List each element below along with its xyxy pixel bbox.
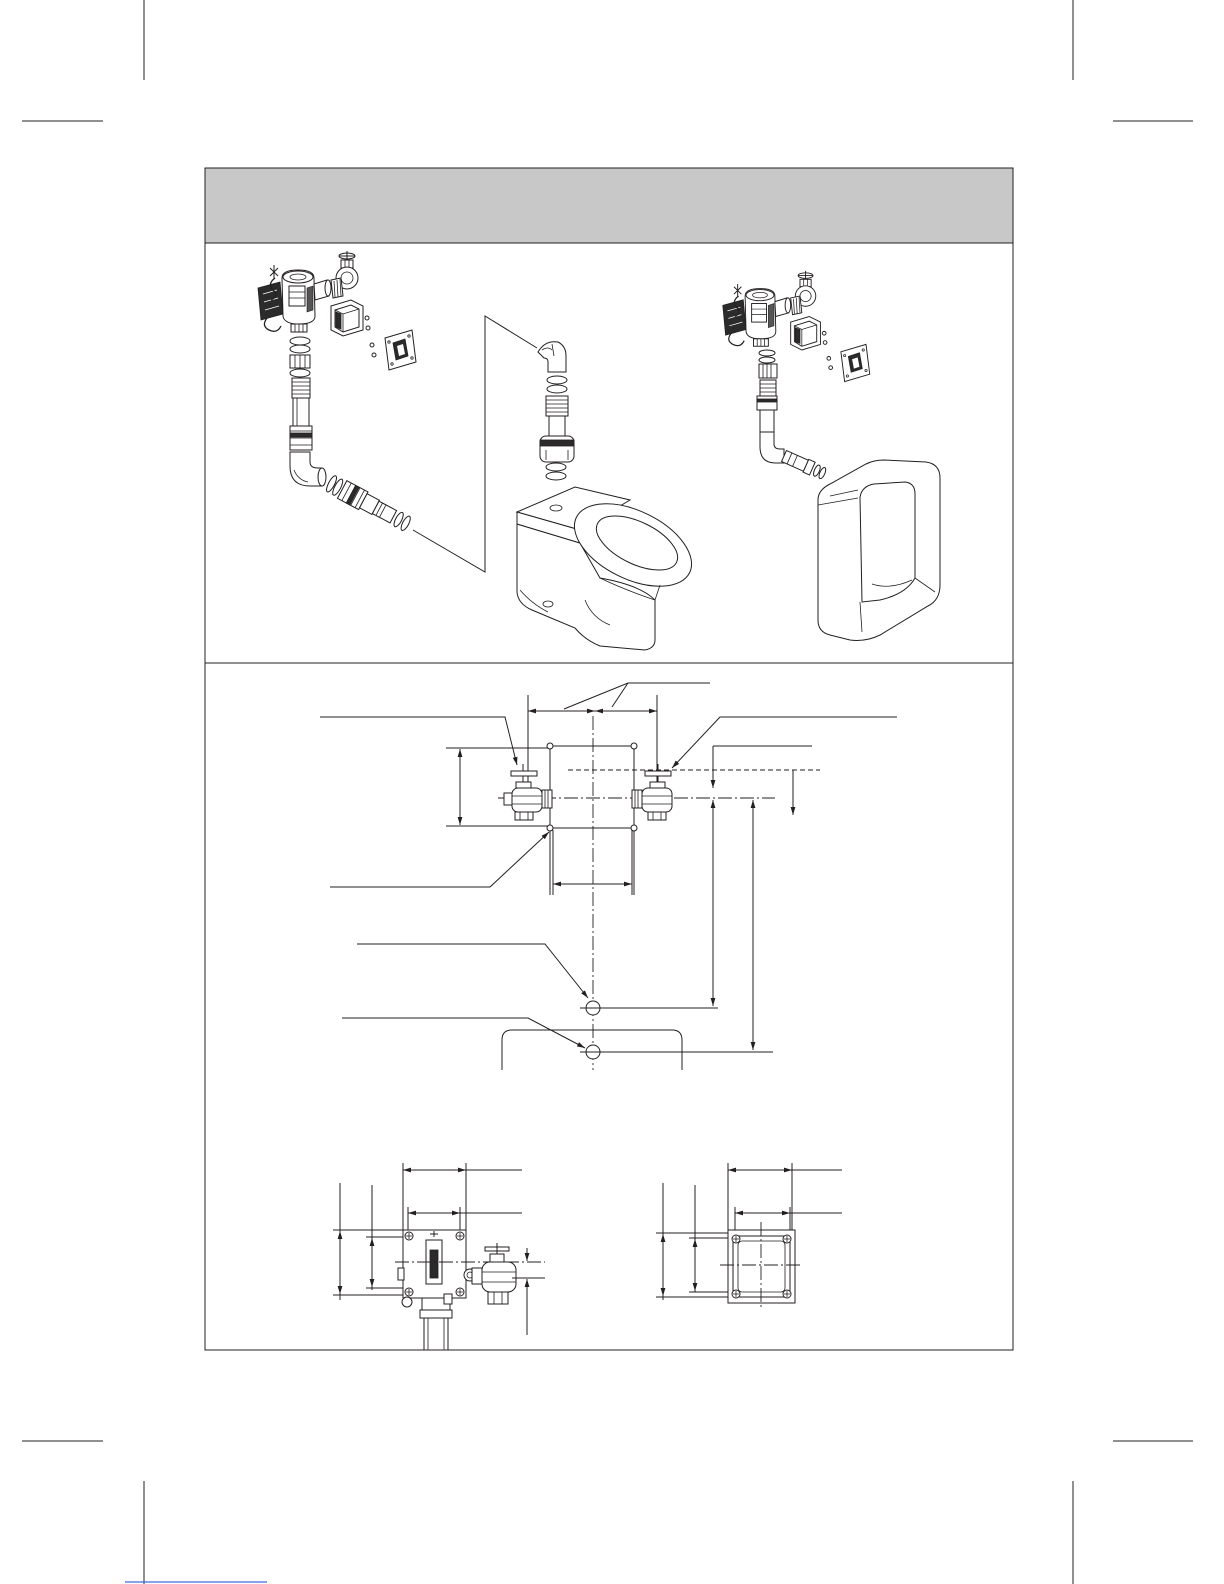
leader-line	[357, 944, 588, 998]
elbow-fitting	[290, 452, 326, 486]
stop-valve-icon	[464, 1243, 516, 1304]
mounting-box-view	[656, 1163, 842, 1308]
urinal-spud-coupling	[781, 450, 827, 481]
rough-in-plan-view	[320, 683, 897, 1070]
urinal-flush-valve-assembly	[723, 271, 940, 641]
toilet-flush-valve-assembly	[258, 251, 705, 650]
mounting-box-icon	[728, 1230, 795, 1303]
stop-valve-icon	[504, 764, 552, 820]
leader-line	[672, 717, 897, 768]
leader-line	[330, 832, 549, 887]
stop-valve-icon	[632, 764, 672, 820]
leader-line	[564, 683, 710, 709]
header-band	[205, 168, 1013, 243]
toilet-spud-column	[538, 342, 574, 480]
urinal-outlet-column	[757, 350, 784, 463]
flush-valve-icon	[723, 271, 870, 382]
figure-frame	[205, 168, 1013, 1350]
urinal-icon	[818, 460, 940, 640]
leader-line	[320, 717, 517, 765]
leader-line	[342, 1018, 585, 1048]
flush-valve-icon	[258, 251, 416, 370]
spud-coupling	[324, 474, 413, 534]
toilet-icon	[517, 487, 705, 650]
valve-front-view	[333, 1163, 545, 1350]
vacuum-breaker-column	[290, 337, 312, 450]
mounting-box-icon	[403, 1230, 466, 1298]
mounting-box-outline	[547, 743, 637, 895]
